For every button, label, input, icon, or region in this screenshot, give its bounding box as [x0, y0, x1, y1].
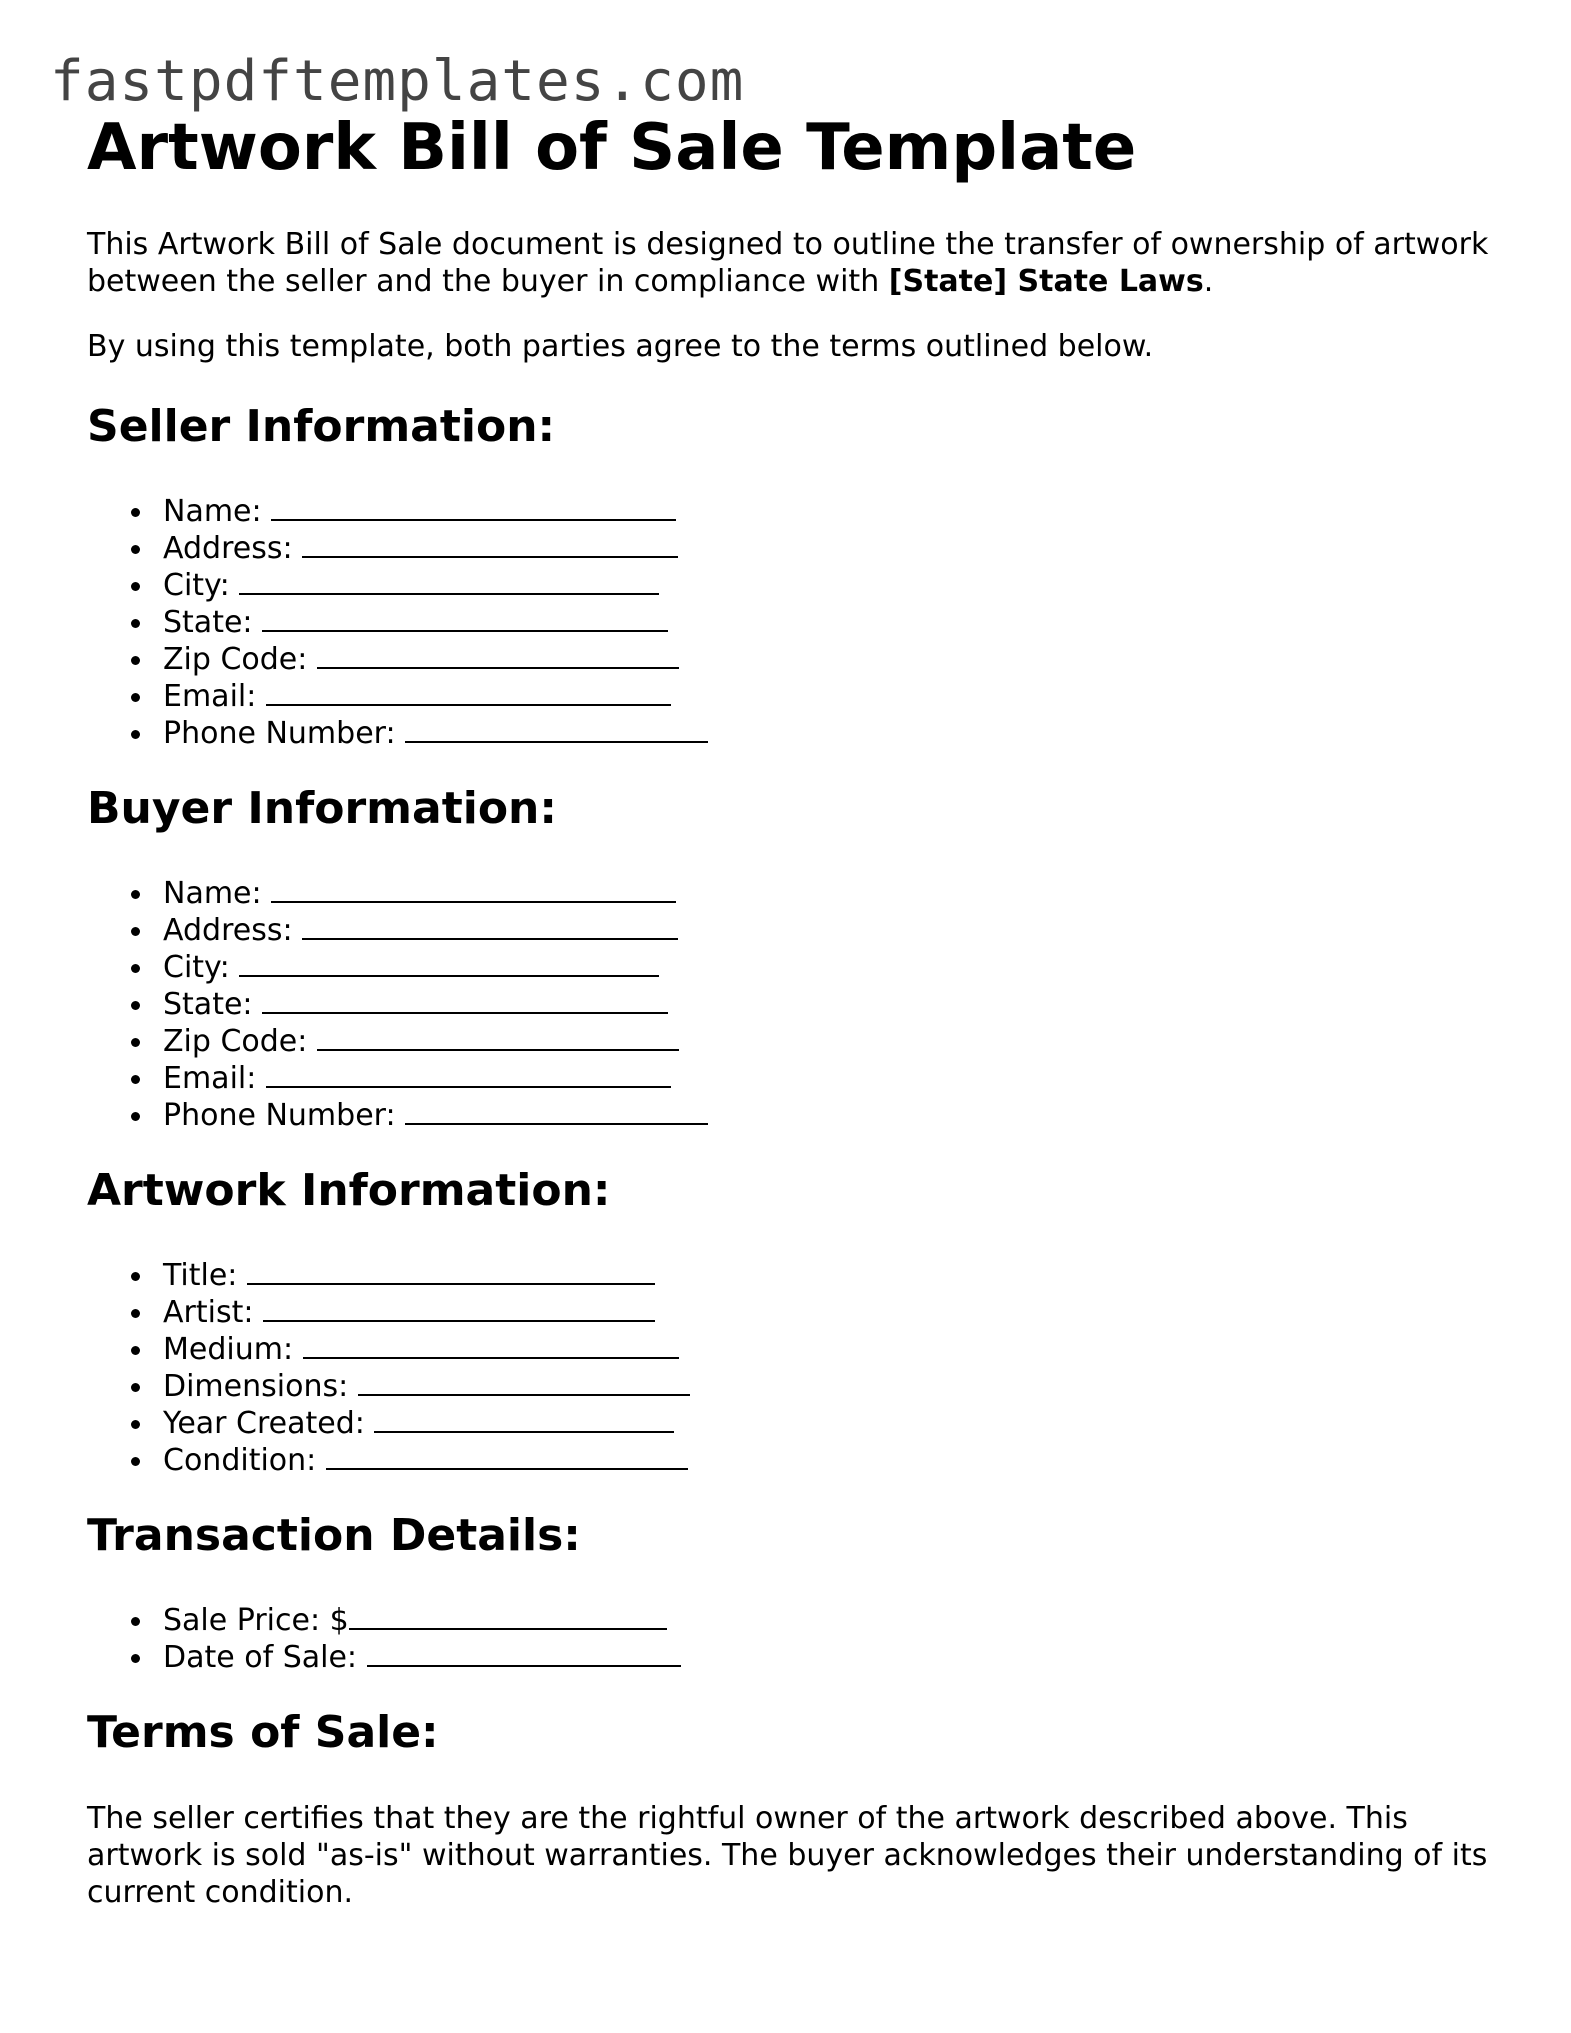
list-item	[163, 493, 1497, 530]
intro-end: .	[1203, 264, 1214, 299]
list-item	[163, 1294, 1497, 1331]
field-label: Year Created:	[163, 1406, 365, 1441]
list-item	[163, 1257, 1497, 1294]
artwork-heading: Artwork Information:	[87, 1165, 611, 1216]
blank-line[interactable]	[303, 1331, 679, 1359]
field-label: State:	[163, 605, 253, 640]
field-label: City:	[163, 950, 230, 985]
blank-line[interactable]	[262, 604, 668, 632]
field-label: Zip Code:	[163, 1024, 308, 1059]
agreement-paragraph: By using this template, both parties agree to the terms outlined below.	[87, 329, 1154, 364]
blank-line[interactable]	[317, 641, 679, 669]
field-label: Phone Number:	[163, 716, 396, 751]
field-label: Name:	[163, 494, 262, 529]
blank-line[interactable]	[349, 1602, 667, 1630]
blank-line[interactable]	[239, 567, 659, 595]
seller-heading: Seller Information:	[87, 401, 556, 452]
document-title: Artwork Bill of Sale Template	[87, 111, 1137, 185]
blank-line[interactable]	[317, 1023, 679, 1051]
list-item	[163, 949, 1497, 986]
field-label: Sale Price: $	[163, 1603, 349, 1638]
intro-text: This Artwork Bill of Sale document is designed to outline the transfer of ownership of artwork between the seller and the buyer in compliance with	[87, 227, 1489, 299]
field-label: Medium:	[163, 1332, 294, 1367]
field-label: Condition:	[163, 1443, 317, 1478]
blank-line[interactable]	[266, 1060, 671, 1088]
blank-line[interactable]	[247, 1257, 655, 1285]
blank-line[interactable]	[263, 1294, 655, 1322]
list-item	[163, 986, 1497, 1023]
state-laws: [State] State Laws	[888, 264, 1204, 299]
blank-line[interactable]	[266, 678, 671, 706]
transaction-fields	[87, 1602, 1497, 1676]
blank-line[interactable]	[367, 1639, 681, 1667]
list-item	[163, 641, 1497, 678]
field-label: Name:	[163, 876, 262, 911]
list-item	[163, 1097, 1497, 1134]
blank-line[interactable]	[405, 1097, 708, 1125]
watermark: fastpdftemplates.com	[50, 49, 745, 114]
blank-line[interactable]	[358, 1368, 690, 1396]
field-label: Date of Sale:	[163, 1640, 358, 1675]
blank-line[interactable]	[271, 493, 676, 521]
list-item	[163, 1442, 1497, 1479]
list-item	[163, 678, 1497, 715]
field-label: Address:	[163, 531, 293, 566]
field-label: Title:	[163, 1258, 238, 1293]
blank-line[interactable]	[271, 875, 676, 903]
list-item	[163, 715, 1497, 752]
list-item	[163, 1639, 1497, 1676]
blank-line[interactable]	[374, 1405, 674, 1433]
artwork-fields	[87, 1257, 1497, 1479]
field-label: Zip Code:	[163, 642, 308, 677]
field-label: Email:	[163, 679, 257, 714]
field-label: Dimensions:	[163, 1369, 349, 1404]
list-item	[163, 604, 1497, 641]
list-item	[163, 1331, 1497, 1368]
list-item	[163, 875, 1497, 912]
document-body	[87, 108, 1497, 1911]
list-item	[163, 567, 1497, 604]
field-label: Email:	[163, 1061, 257, 1096]
terms-paragraph: The seller certifies that they are the rightful owner of the artwork described above. This artwork is sold "as-is" without warranties. The buyer acknowledges their understanding of its current condition.	[87, 1801, 1488, 1910]
buyer-heading: Buyer Information:	[87, 783, 557, 834]
list-item	[163, 1023, 1497, 1060]
list-item	[163, 912, 1497, 949]
list-item	[163, 1368, 1497, 1405]
field-label: City:	[163, 568, 230, 603]
field-label: Artist:	[163, 1295, 254, 1330]
blank-line[interactable]	[302, 912, 678, 940]
intro-paragraph	[87, 226, 1497, 300]
field-label: Address:	[163, 913, 293, 948]
list-item	[163, 1405, 1497, 1442]
field-label: State:	[163, 987, 253, 1022]
transaction-heading: Transaction Details:	[87, 1510, 581, 1561]
blank-line[interactable]	[326, 1442, 688, 1470]
buyer-fields	[87, 875, 1497, 1134]
list-item	[163, 530, 1497, 567]
blank-line[interactable]	[262, 986, 668, 1014]
list-item	[163, 1602, 1497, 1639]
blank-line[interactable]	[239, 949, 659, 977]
list-item	[163, 1060, 1497, 1097]
field-label: Phone Number:	[163, 1098, 396, 1133]
blank-line[interactable]	[302, 530, 678, 558]
seller-fields	[87, 493, 1497, 752]
blank-line[interactable]	[405, 715, 708, 743]
terms-heading: Terms of Sale:	[87, 1707, 439, 1758]
